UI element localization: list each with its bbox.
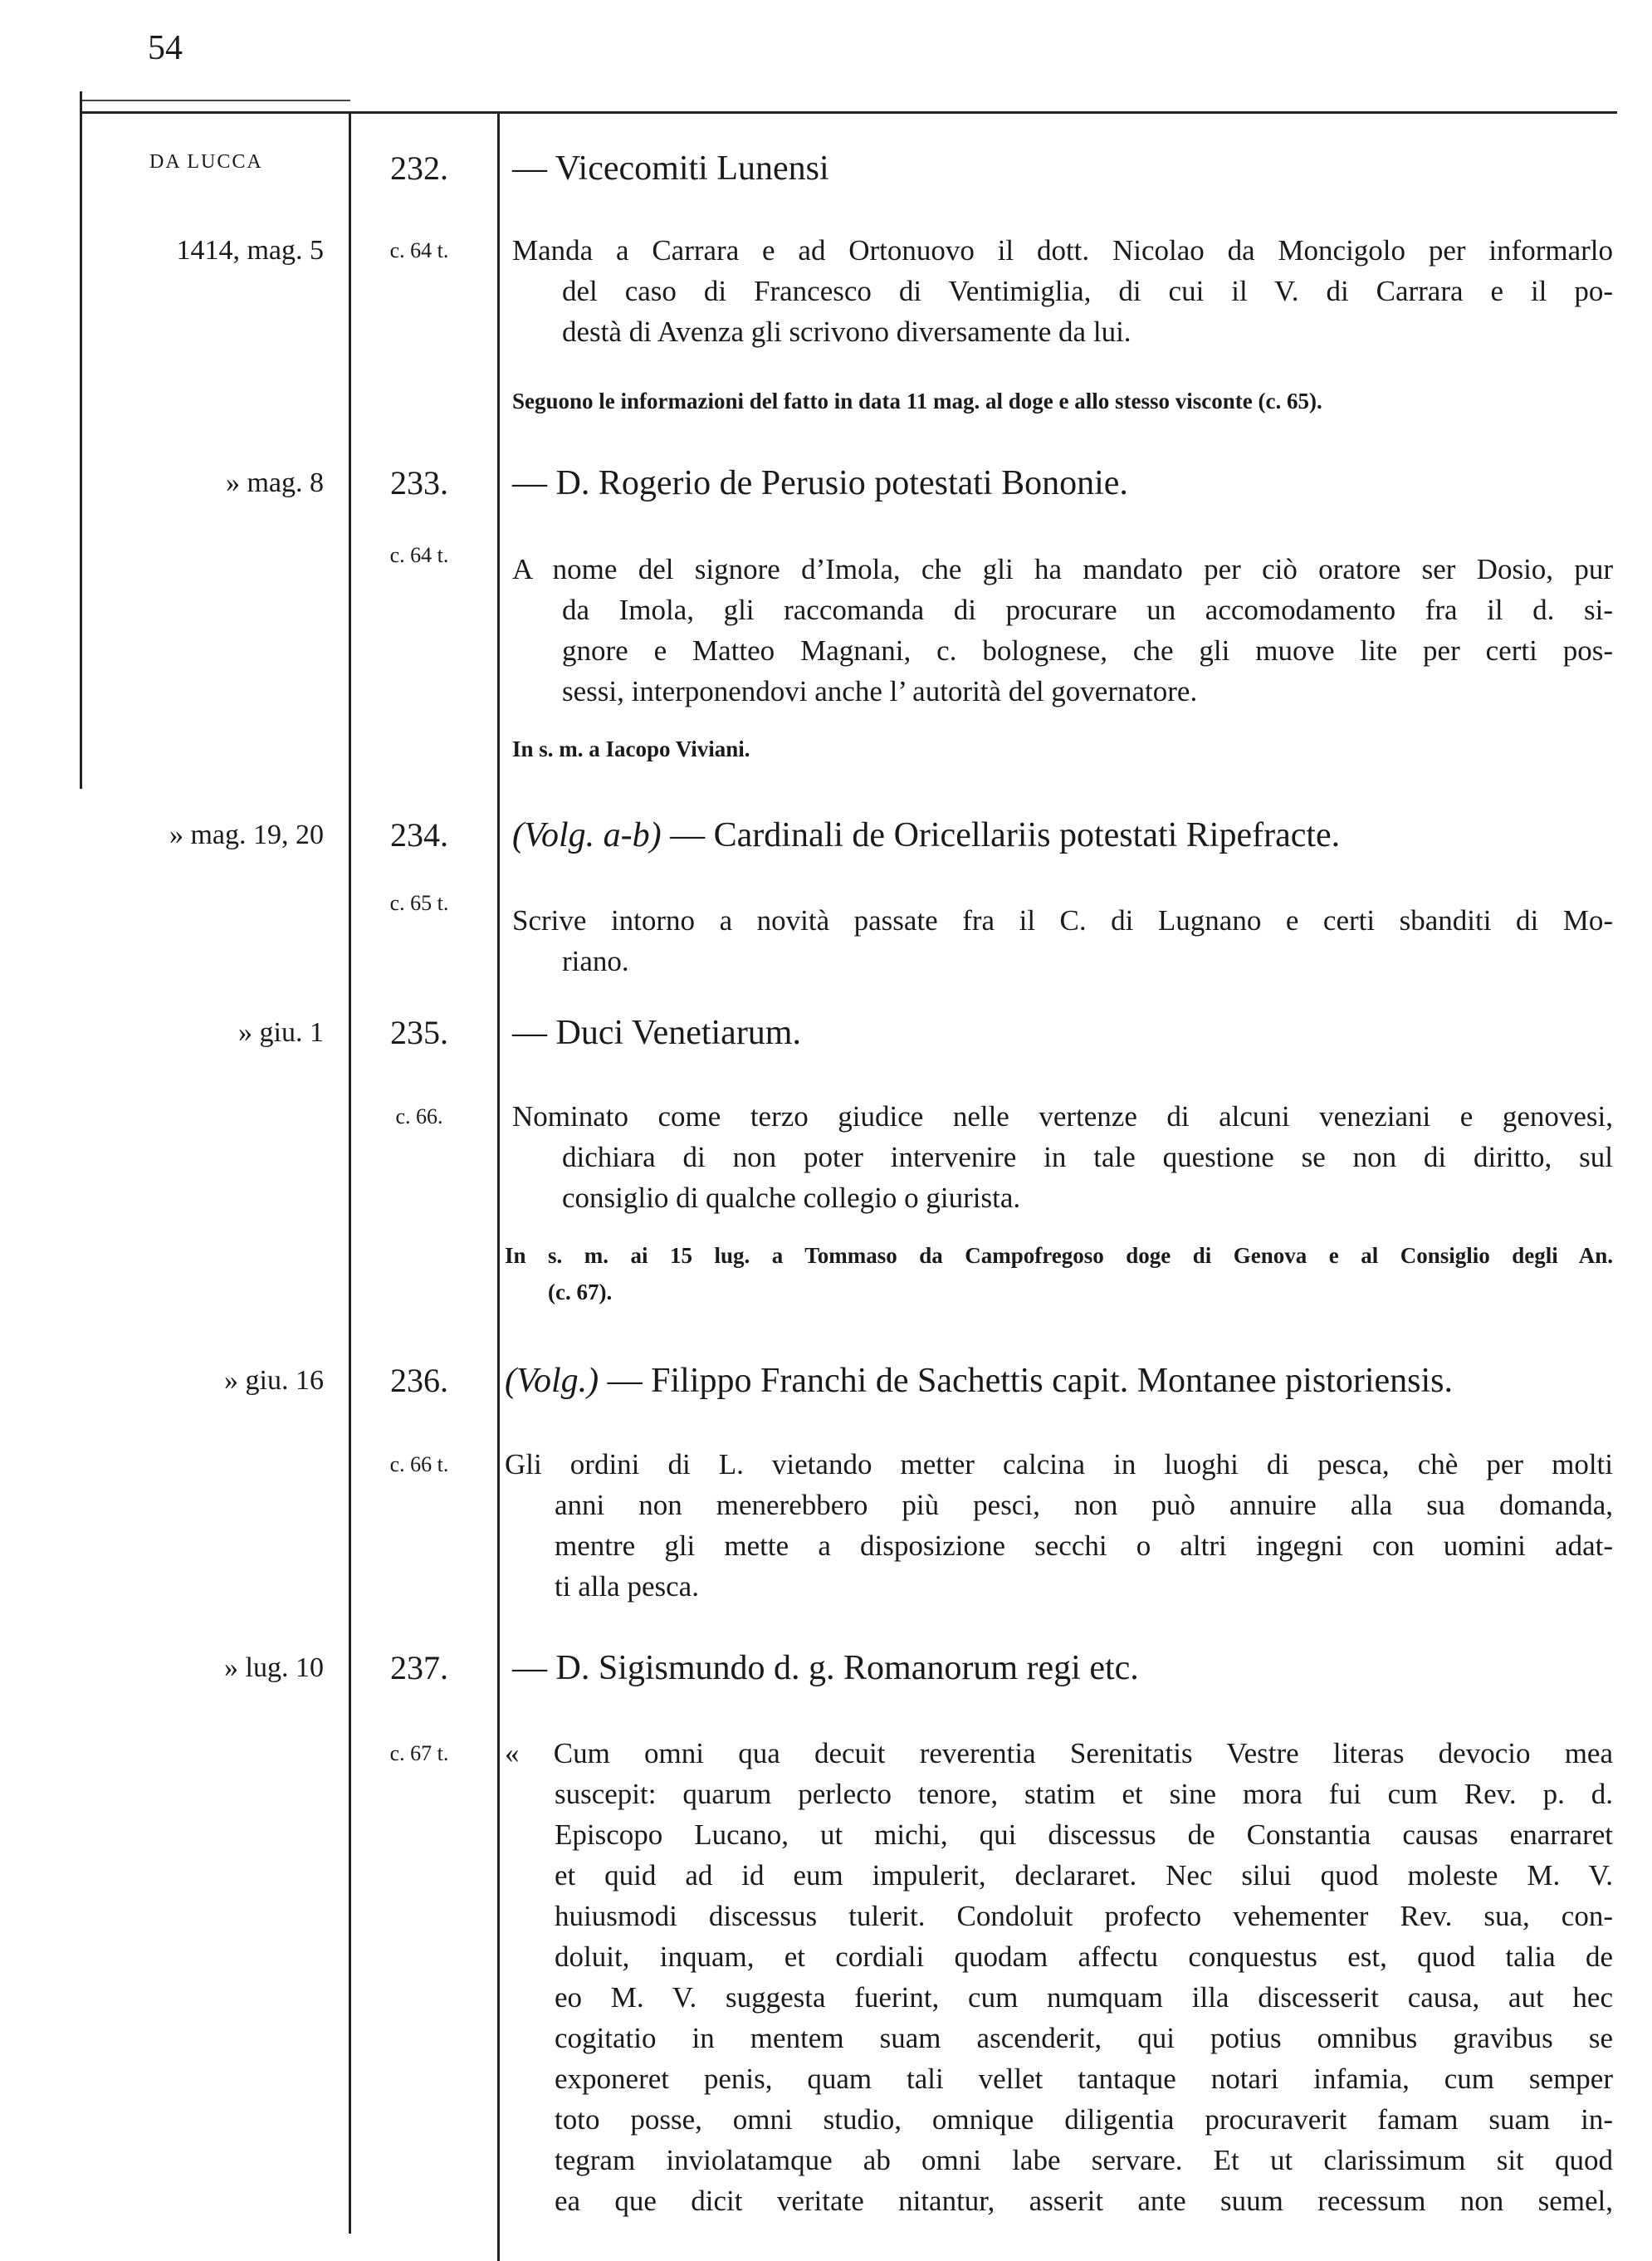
summary-line: ti alla pesca. — [555, 1570, 699, 1603]
note-line: In s. m. a Iacopo Viviani. — [512, 737, 750, 761]
summary-line: eo M. V. suggesta fuerint, cum numquam illa discesserit causa, aut hec — [555, 1981, 1613, 2014]
entry-number: 237. — [390, 1649, 448, 1686]
summary-line: destà di Avenza gli scrivono diversamente da lui. — [562, 316, 1131, 348]
note-line: In s. m. ai 15 lug. a Tommaso da Campofregoso doge di Genova e al Consiglio degli An. — [505, 1243, 1613, 1268]
summary-line: Nominato come terzo giudice nelle vertenze di alcuni veneziani e genovesi, — [512, 1100, 1613, 1133]
summary-line: toto posse, omni studio, omnique diligentia procuraverit famam suam in- — [555, 2103, 1613, 2136]
folio-reference: c. 65 t. — [389, 891, 449, 915]
summary-line: exponeret penis, quam tali vellet tantaque notari infamia, cum semper — [555, 2063, 1613, 2095]
entry-heading — [505, 1360, 1453, 1402]
entry-number: 234. — [390, 816, 448, 854]
summary-line: ea que dicit veritate nitantur, asserit ante suum recessum non semel, — [555, 2185, 1613, 2217]
summary-line: « Cum omni qua decuit reverentia Serenitatis Vestre literas devocio mea — [505, 1737, 1613, 1769]
entry-number: 236. — [390, 1362, 448, 1399]
summary-line: cogitatio in mentem suam ascenderit, qui potius omnibus gravibus se — [555, 2022, 1613, 2054]
summary-line: doluit, inquam, et cordiali quodam affectu conquestus est, quod talia de — [555, 1940, 1613, 1973]
column-divider-2 — [497, 111, 500, 2261]
summary-line: mentre gli mette a disposizione secchi o altri ingegni con uomini adat- — [555, 1529, 1613, 1562]
heading-addressee: — Filippo Franchi de Sachettis capit. Montanee pistoriensis. — [607, 1362, 1453, 1400]
summary-line: anni non menerebbero più pesci, non può annuire alla sua domanda, — [555, 1489, 1613, 1521]
entry-heading — [512, 815, 1340, 856]
entry-number: 233. — [390, 464, 448, 502]
heading-language-tag: (Volg.) — [505, 1362, 599, 1400]
entry-number: 232. — [390, 149, 448, 187]
summary-line: Scrive intorno a novità passate fra il C. di Lugnano e certi sbanditi di Mo- — [512, 904, 1613, 937]
column-divider-1 — [349, 111, 351, 2234]
entry-heading — [512, 462, 1128, 504]
heading-language-tag: (Volg. a-b) — [512, 816, 662, 854]
folio-reference: c. 67 t. — [389, 1741, 449, 1765]
entry-date: » mag. 19, 20 — [169, 820, 324, 850]
heading-addressee: — Cardinali de Oricellariis potestati Ripefracte. — [670, 816, 1341, 854]
summary-line: tegram inviolatamque ab omni labe servare. Et ut clarissimum sit quod — [555, 2144, 1613, 2176]
heading-addressee: — Vicecomiti Lunensi — [512, 149, 829, 188]
entry-number: 235. — [390, 1014, 448, 1051]
header-rule — [80, 111, 1617, 114]
left-border-line — [80, 91, 82, 789]
summary-line: suscepit: quarum perlecto tenore, statim et sine mora fui cum Rev. p. d. — [555, 1778, 1613, 1810]
heading-addressee: — D. Sigismundo d. g. Romanorum regi etc. — [512, 1649, 1139, 1687]
entry-date: » lug. 10 — [224, 1652, 324, 1683]
note-line: (c. 67). — [548, 1280, 613, 1304]
summary-line: dichiara di non poter intervenire in tale questione se non di diritto, sul — [562, 1141, 1613, 1173]
summary-line: riano. — [562, 945, 629, 977]
summary-line: Manda a Carrara e ad Ortonuovo il dott. Nicolao da Moncigolo per informarlo — [512, 234, 1613, 267]
summary-line: consiglio di qualche collegio o giurista. — [562, 1182, 1021, 1214]
summary-line: da Imola, gli raccomanda di procurare un accomodamento fra il d. si- — [562, 594, 1613, 626]
entry-date: » giu. 16 — [224, 1365, 324, 1396]
heading-addressee: — D. Rogerio de Perusio potestati Bononie. — [512, 464, 1128, 502]
note-line: Seguono le informazioni del fatto in data 11 mag. al doge e allo stesso visconte (c. 65). — [512, 389, 1322, 414]
folio-reference: c. 66. — [395, 1104, 443, 1128]
entry-date: 1414, mag. 5 — [176, 235, 324, 266]
summary-line: sessi, interponendovi anche l’ autorità del governatore. — [562, 675, 1198, 707]
summary-line: del caso di Francesco di Ventimiglia, di cui il V. di Carrara e il po- — [562, 275, 1613, 307]
entry-heading — [512, 1647, 1139, 1689]
folio-reference: c. 64 t. — [389, 543, 449, 567]
folio-reference: c. 64 t. — [389, 238, 449, 262]
summary-line: Episcopo Lucano, ut michi, qui discessus de Constantia causas enarraret — [555, 1818, 1613, 1851]
entry-date: » giu. 1 — [238, 1017, 324, 1048]
summary-line: huiusmodi discessus tulerit. Condoluit profecto vehementer Rev. sua, con- — [555, 1900, 1613, 1932]
page-number: 54 — [148, 29, 183, 67]
summary-line: et quid ad id eum impulerit, declararet. Nec silui quod moleste M. V. — [555, 1859, 1613, 1892]
entry-heading — [512, 148, 829, 189]
heading-addressee: — Duci Venetiarum. — [512, 1014, 801, 1052]
summary-line: A nome del signore d’Imola, che gli ha mandato per ciò oratore ser Dosio, pur — [512, 553, 1613, 585]
entry-date: » mag. 8 — [225, 467, 324, 498]
folio-reference: c. 66 t. — [389, 1452, 449, 1476]
column-header-da-lucca: DA LUCCA — [149, 151, 263, 173]
summary-line: gnore e Matteo Magnani, c. bolognese, che gli muove lite per certi pos- — [562, 634, 1613, 667]
summary-line: Gli ordini di L. vietando metter calcina in luoghi di pesca, chè per molti — [505, 1448, 1613, 1480]
header-rule-upper — [80, 100, 350, 101]
entry-heading — [512, 1012, 801, 1054]
